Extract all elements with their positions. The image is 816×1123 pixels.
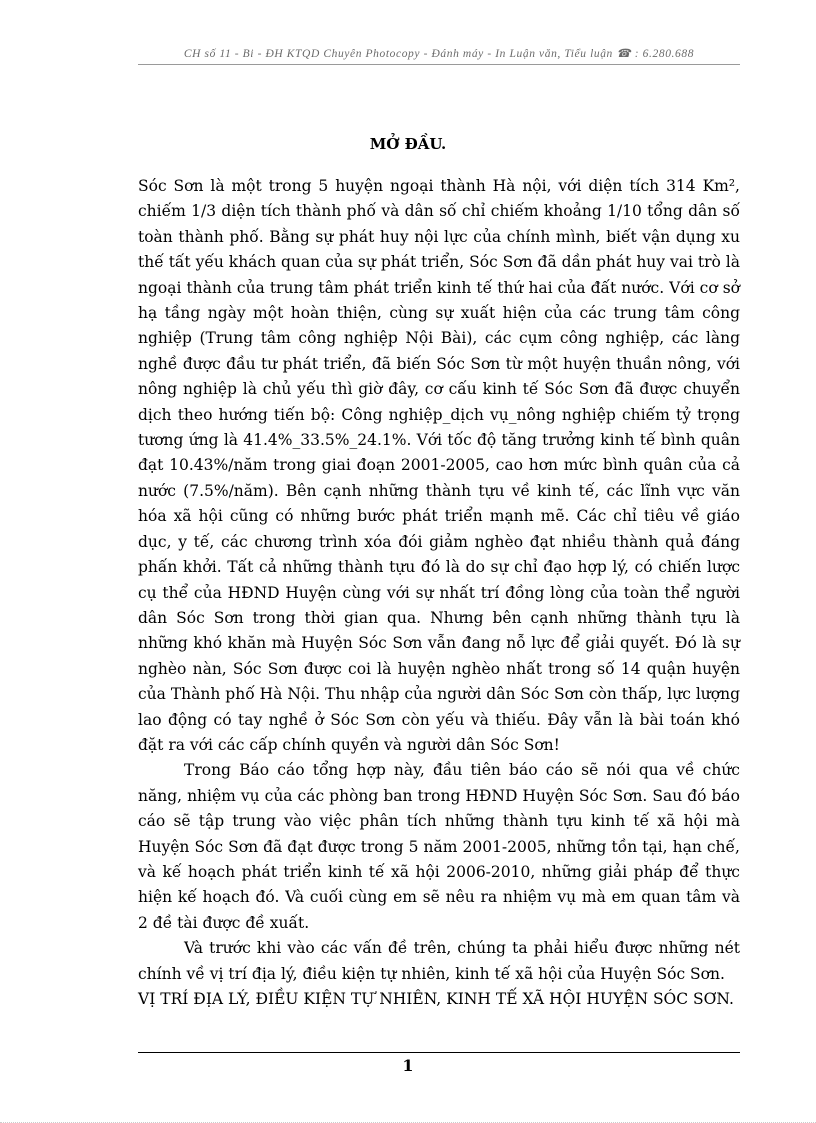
paragraph-transition: Và trước khi vào các vấn đề trên, chúng ta phải hiểu được những nét chính về vị trí địa lý, điều kiện tự nhiên, kinh tế xã hội của Huyện Sóc Sơn. bbox=[138, 939, 740, 983]
page-number: 1 bbox=[402, 1056, 414, 1075]
document-body bbox=[138, 174, 740, 1012]
page-header: CH số 11 - Bi - ĐH KTQD Chuyên Photocopy - Đánh máy - In Luận văn, Tiểu luận ☎ : 6.280.688 bbox=[183, 48, 695, 60]
section-heading: VỊ TRÍ ĐỊA LÝ, ĐIỀU KIỆN TỰ NHIÊN, KINH TẾ XÃ HỘI HUYỆN SÓC SƠN. bbox=[138, 990, 734, 1008]
page-title: MỞ ĐẦU. bbox=[369, 135, 447, 153]
paragraph-intro: Sóc Sơn là một trong 5 huyện ngoại thành Hà nội, với diện tích 314 Km², chiếm 1/3 diện tích thành phố và dân số chỉ chiếm khoảng 1/10 tổng dân số toàn thành phố. Bằng sự phát huy nội lực của chính mình, biết vận dụng xu thế tất yếu khách quan của sự phát triển, Sóc Sơn đã dần phát huy vai trò là ngoại thành của trung tâm phát triển kinh tế thứ hai của đất nước. Với cơ sở hạ tầng ngày một hoàn thiện, cùng sự xuất hiện của các trung tâm công nghiệp (Trung tâm công nghiệp Nội Bài), các cụm công nghiệp, các làng nghề được đầu tư phát triển, đã biến Sóc Sơn từ một huyện thuần nông, với nông nghiệp là chủ yếu thì giờ đây, cơ cấu kinh tế Sóc Sơn đã được chuyển dịch theo hướng tiến bộ: Công nghiệp_dịch vụ_nông nghiệp chiếm tỷ trọng tương ứng là 41.4%_33.5%_24.1%. Với tốc độ tăng trưởng kinh tế bình quân đạt 10.43%/năm trong giai đoạn 2001-2005, cao hơn mức bình quân của cả nước (7.5%/năm). Bên cạnh những thành tựu về kinh tế, các lĩnh vực văn hóa xã hội cũng có những bước phát triển mạnh mẽ. Các chỉ tiêu về giáo dục, y tế, các chương trình xóa đói giảm nghèo đạt nhiều thành quả đáng phấn khởi. Tất cả những thành tựu đó là do sự chỉ đạo hợp lý, có chiến lược cụ thể của HĐND Huyện cùng với sự nhất trí đồng lòng của toàn thể người dân Sóc Sơn trong thời gian qua. Nhưng bên cạnh những thành tựu là những khó khăn mà Huyện Sóc Sơn vẫn đang nỗ lực để giải quyết. Đó là sự nghèo nàn, Sóc Sơn được coi là huyện nghèo nhất trong số 14 quận huyện của Thành phố Hà Nội. Thu nhập của người dân Sóc Sơn còn thấp, lực lượng lao động có tay nghề ở Sóc Sơn còn yếu và thiếu. Đây vẫn là bài toán khó đặt ra với các cấp chính quyền và người dân Sóc Sơn! bbox=[138, 177, 740, 754]
paragraph-report-overview: Trong Báo cáo tổng hợp này, đầu tiên báo cáo sẽ nói qua về chức năng, nhiệm vụ của các phòng ban trong HĐND Huyện Sóc Sơn. Sau đó báo cáo sẽ tập trung vào việc phân tích những thành tựu kinh tế xã hội mà Huyện Sóc Sơn đã đạt được trong 5 năm 2001-2005, những tồn tại, hạn chế, và kế hoạch phát triển kinh tế xã hội 2006-2010, những giải pháp để thực hiện kế hoạch đó. Và cuối cùng em sẽ nêu ra nhiệm vụ mà em quan tâm và 2 đề tài được đề xuất. bbox=[138, 761, 740, 932]
header-divider bbox=[138, 64, 740, 65]
footer-divider bbox=[138, 1052, 740, 1053]
